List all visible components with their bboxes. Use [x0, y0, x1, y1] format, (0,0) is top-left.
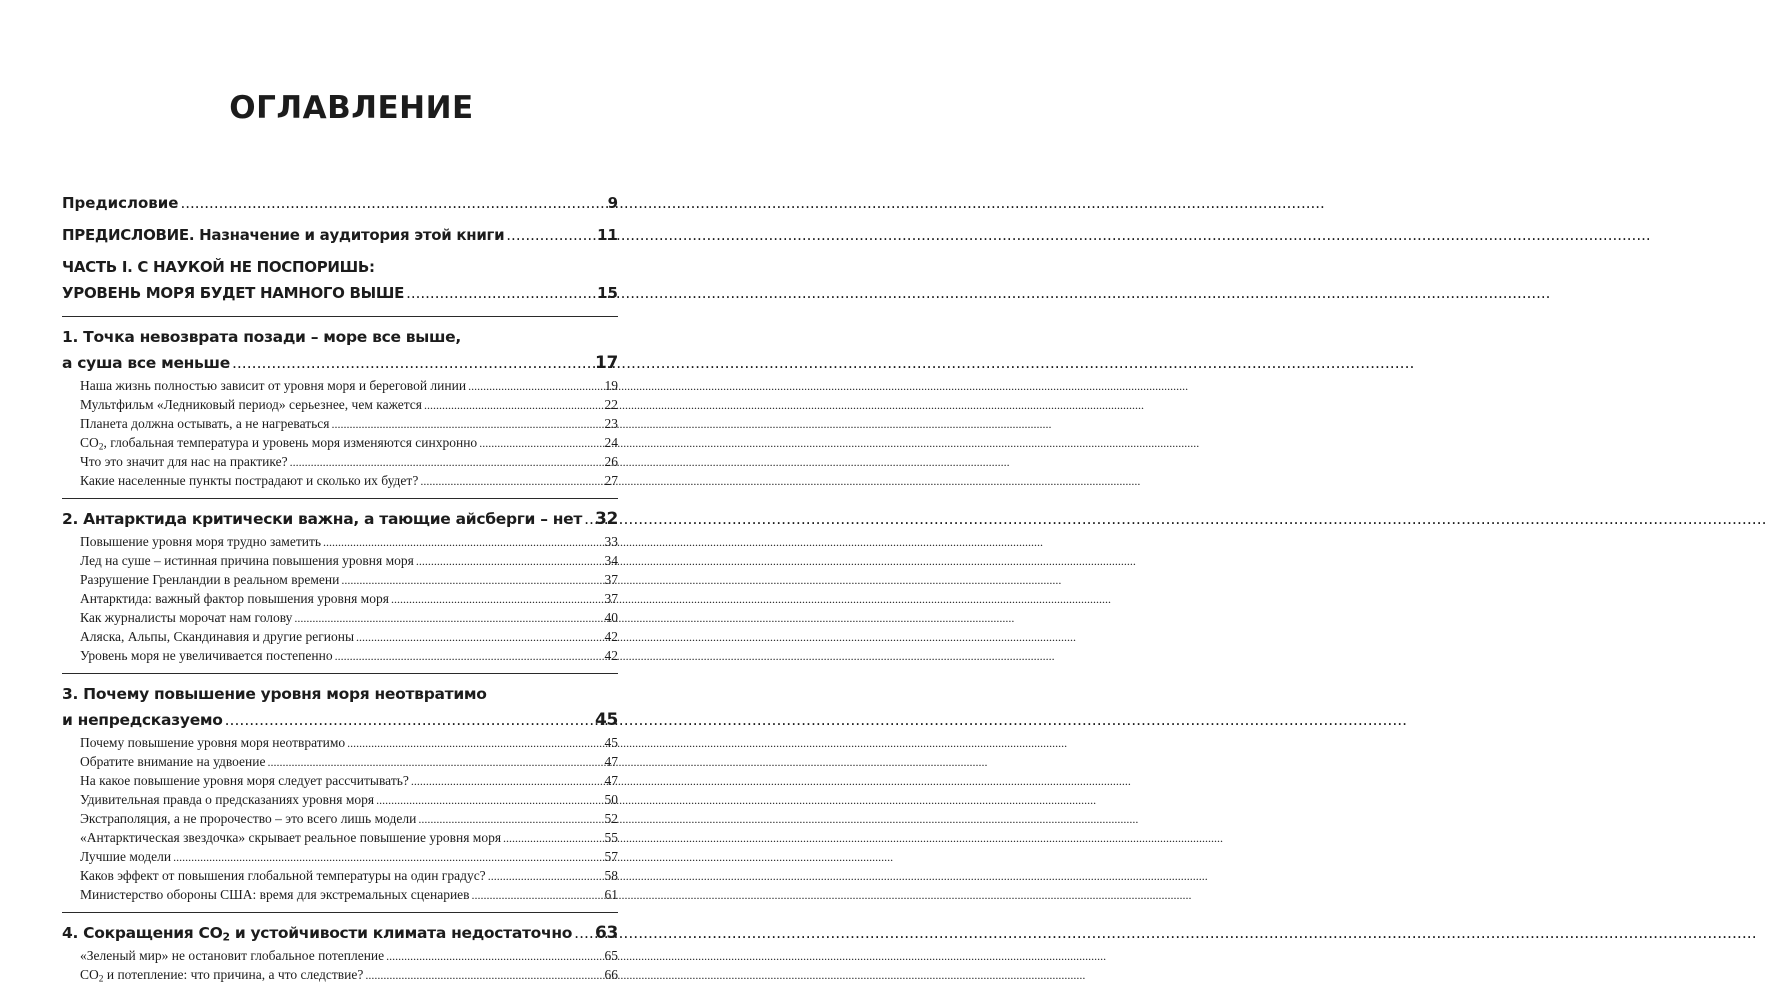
- dot-leader: [356, 628, 602, 647]
- toc-entry-title: Предисловие: [62, 194, 179, 212]
- toc-subentry[interactable]: [62, 847, 618, 866]
- chapter-title: [62, 920, 572, 946]
- subentry-title: Удивительная правда о предсказаниях уровня моря: [80, 792, 375, 807]
- subentry-title: Планета должна остывать, а не нагреваться: [80, 416, 330, 431]
- toc-chapter-3-line2[interactable]: [62, 707, 618, 733]
- dot-leader: [503, 829, 602, 848]
- dot-leader: [365, 966, 602, 985]
- toc-chapter-1[interactable]: [62, 324, 618, 350]
- toc-subentry[interactable]: [62, 646, 618, 665]
- subscript: 2: [222, 930, 230, 944]
- dot-leader: [341, 571, 602, 590]
- subentry-title: Почему повышение уровня моря неотвратимо: [80, 735, 346, 750]
- toc-chapter-1-line2[interactable]: [62, 350, 618, 376]
- toc-subentry[interactable]: [62, 608, 618, 627]
- subentry-page: 42: [604, 629, 618, 644]
- subscript: 2: [98, 974, 104, 985]
- subentry-page: 55: [604, 830, 618, 845]
- co2-text: CO: [80, 967, 99, 982]
- subentry-page: 52: [604, 811, 618, 826]
- chapter-title: 2. Антарктида критически важна, а тающие айсберги – нет: [62, 510, 583, 528]
- subentry-title: Разрушение Гренландии в реальном времени: [80, 572, 340, 587]
- subentry-title: [80, 965, 363, 984]
- subentry-title: Каков эффект от повышения глобальной температуры на один градус?: [80, 868, 486, 883]
- subentry-page: 37: [604, 591, 618, 606]
- toc-subentry[interactable]: [62, 885, 618, 904]
- dot-leader: [391, 590, 603, 609]
- page-title: ОГЛАВЛЕНИЕ: [229, 90, 474, 126]
- subentry-page: 57: [604, 849, 618, 864]
- chapter-title-rest: и устойчивости климата недостаточно: [229, 924, 573, 942]
- toc-subentry[interactable]: [62, 570, 618, 589]
- subentry-page: 40: [604, 610, 618, 625]
- toc-entry-page: 11: [597, 226, 618, 244]
- chapter-page: 32: [594, 509, 618, 529]
- dot-leader: [331, 415, 602, 434]
- chapter-page: 45: [594, 710, 618, 730]
- subentry-title: Как журналисты морочат нам голову: [80, 610, 293, 625]
- toc-subentry[interactable]: [62, 589, 618, 608]
- chapter-title-line1: 1. Точка невозврата позади – море все выше,: [62, 328, 461, 346]
- subentry-title: Какие населенные пункты пострадают и сколько их будет?: [80, 473, 419, 488]
- subentry-title: Лед на суше – истинная причина повышения уровня моря: [80, 553, 414, 568]
- subentry-title-rest: и потепление: что причина, а что следствие?: [103, 967, 364, 982]
- dot-leader: [267, 753, 602, 772]
- subentry-page: 47: [604, 754, 618, 769]
- toc-entry-preface[interactable]: [62, 190, 618, 216]
- subentry-title: Антарктида: важный фактор повышения уровня моря: [80, 591, 389, 606]
- subentry-page: 34: [604, 553, 618, 568]
- subentry-title: Что это значит для нас на практике?: [80, 454, 288, 469]
- table-of-contents: [62, 190, 618, 984]
- toc-subentry[interactable]: [62, 551, 618, 570]
- subentry-page: 61: [604, 887, 618, 902]
- dot-leader: [406, 280, 595, 306]
- toc-part-page: 15: [597, 284, 618, 302]
- subscript: 2: [98, 442, 104, 453]
- dot-leader: [584, 506, 593, 532]
- subentry-page: 19: [604, 378, 618, 393]
- dot-leader: [347, 734, 602, 753]
- dot-leader: [420, 472, 602, 491]
- subentry-page: 50: [604, 792, 618, 807]
- toc-subentry[interactable]: [62, 433, 618, 452]
- toc-subentry[interactable]: [62, 790, 618, 809]
- toc-chapter-4[interactable]: [62, 920, 618, 946]
- toc-chapter-2[interactable]: [62, 506, 618, 532]
- toc-part-title-line2: УРОВЕНЬ МОРЯ БУДЕТ НАМНОГО ВЫШЕ: [62, 284, 405, 302]
- toc-subentry[interactable]: [62, 771, 618, 790]
- subentry-page: 22: [604, 397, 618, 412]
- subentry-title: Уровень моря не увеличивается постепенно: [80, 648, 333, 663]
- dot-leader: [335, 647, 603, 666]
- subentry-title: Мультфильм «Ледниковый период» серьезнее, чем кажется: [80, 397, 423, 412]
- subentry-page: 58: [604, 868, 618, 883]
- chapter-divider: [62, 673, 618, 674]
- dot-leader: [323, 533, 602, 552]
- subentry-page: 65: [604, 948, 618, 963]
- dot-leader: [225, 707, 593, 733]
- dot-leader: [290, 453, 603, 472]
- dot-leader: [472, 886, 603, 905]
- chapter-title-line1: 3. Почему повышение уровня моря неотвратимо: [62, 685, 487, 703]
- toc-entry-page: 9: [607, 194, 618, 212]
- toc-subentry[interactable]: [62, 376, 618, 395]
- subentry-title: Экстраполяция, а не пророчество – это всего лишь модели: [80, 811, 417, 826]
- subentry-title: Лучшие модели: [80, 849, 172, 864]
- toc-entry-title: ПРЕДИСЛОВИЕ. Назначение и аудитория этой книги: [62, 226, 505, 244]
- subentry-title: Министерство обороны США: время для экстремальных сценариев: [80, 887, 470, 902]
- toc-part-heading-line2[interactable]: [62, 280, 618, 306]
- toc-subentry[interactable]: [62, 809, 618, 828]
- dot-leader: [416, 552, 603, 571]
- dot-leader: [376, 791, 602, 810]
- subentry-title: [80, 433, 477, 452]
- chapter-page: 63: [594, 923, 618, 943]
- toc-subentry[interactable]: [62, 866, 618, 885]
- dot-leader: [574, 920, 593, 946]
- dot-leader: [424, 396, 602, 415]
- chapter-divider: [62, 912, 618, 913]
- toc-subentry[interactable]: [62, 733, 618, 752]
- subentry-title-rest: , глобальная температура и уровень моря изменяются синхронно: [103, 435, 478, 450]
- chapter-page: 17: [594, 353, 618, 373]
- dot-leader: [294, 609, 602, 628]
- toc-part-heading[interactable]: [62, 254, 618, 280]
- subentry-page: 24: [604, 435, 618, 450]
- subentry-page: 42: [604, 648, 618, 663]
- subentry-title: «Зеленый мир» не остановит глобальное потепление: [80, 948, 385, 963]
- subentry-title: «Антарктическая звездочка» скрывает реальное повышение уровня моря: [80, 830, 502, 845]
- subentry-title: Обратите внимание на удвоение: [80, 754, 266, 769]
- subentry-page: 23: [604, 416, 618, 431]
- chapter-divider: [62, 316, 618, 317]
- subentry-page: 26: [604, 454, 618, 469]
- co2-text: CO: [80, 435, 99, 450]
- toc-subentry[interactable]: [62, 532, 618, 551]
- subentry-title: Повышение уровня моря трудно заметить: [80, 534, 322, 549]
- toc-chapter-3[interactable]: [62, 681, 618, 707]
- chapter-title-line2: и непредсказуемо: [62, 711, 223, 729]
- dot-leader: [479, 434, 602, 453]
- subentry-title: Аляска, Альпы, Скандинавия и другие регионы: [80, 629, 355, 644]
- toc-entry-foreword[interactable]: [62, 222, 618, 248]
- toc-subentry[interactable]: [62, 752, 618, 771]
- toc-subentry[interactable]: [62, 946, 618, 965]
- subentry-page: 27: [604, 473, 618, 488]
- toc-subentry[interactable]: [62, 414, 618, 433]
- dot-leader: [232, 350, 593, 376]
- toc-subentry[interactable]: [62, 471, 618, 490]
- subentry-page: 33: [604, 534, 618, 549]
- toc-subentry[interactable]: [62, 452, 618, 471]
- dot-leader: [180, 190, 605, 216]
- dot-leader: [468, 377, 602, 396]
- toc-subentry[interactable]: [62, 828, 618, 847]
- subentry-page: 37: [604, 572, 618, 587]
- subentry-title: На какое повышение уровня моря следует рассчитывать?: [80, 773, 409, 788]
- dot-leader: [506, 222, 595, 248]
- dot-leader: [173, 848, 602, 867]
- dot-leader: [411, 772, 603, 791]
- dot-leader: [386, 947, 602, 966]
- subentry-page: 47: [604, 773, 618, 788]
- toc-subentry[interactable]: [62, 395, 618, 414]
- subentry-page: 66: [604, 967, 618, 982]
- dot-leader: [418, 810, 602, 829]
- subentry-page: 45: [604, 735, 618, 750]
- chapter-title-line2: а суша все меньше: [62, 354, 230, 372]
- dot-leader: [488, 867, 603, 886]
- toc-subentry[interactable]: [62, 965, 618, 984]
- chapter-divider: [62, 498, 618, 499]
- toc-part-title-line1: ЧАСТЬ I. С НАУКОЙ НЕ ПОСПОРИШЬ:: [62, 258, 375, 276]
- toc-subentry[interactable]: [62, 627, 618, 646]
- chapter-title-start: 4. Сокращения CO: [62, 924, 223, 942]
- subentry-title: Наша жизнь полностью зависит от уровня моря и береговой линии: [80, 378, 467, 393]
